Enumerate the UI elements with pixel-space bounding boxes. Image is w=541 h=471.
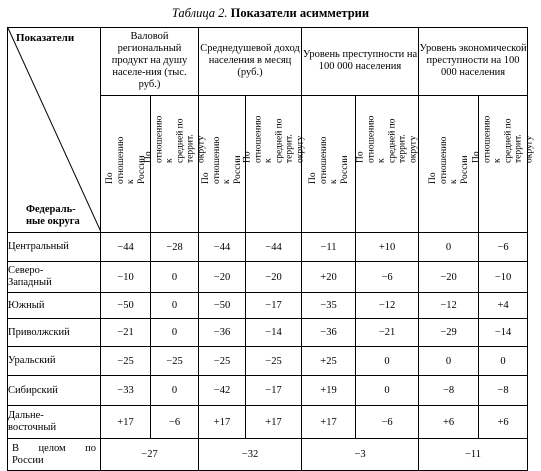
value-cell: +17 xyxy=(302,406,356,439)
value-cell: +20 xyxy=(302,262,356,293)
value-cell: 0 xyxy=(151,262,199,293)
table-caption xyxy=(0,6,541,20)
value-cell: −21 xyxy=(101,319,151,347)
region-cell: Сибирский xyxy=(8,376,101,406)
value-cell: 0 xyxy=(151,319,199,347)
table-row xyxy=(8,262,528,293)
value-cell: −44 xyxy=(246,233,302,262)
value-cell: 0 xyxy=(151,293,199,319)
value-cell: −6 xyxy=(356,262,419,293)
subheader-vs-district-avg: По отношению к средней по террит. округу xyxy=(479,95,528,232)
region-cell: Южный xyxy=(8,293,101,319)
value-cell: +6 xyxy=(419,406,479,439)
value-cell: +19 xyxy=(302,376,356,406)
value-cell: −28 xyxy=(151,233,199,262)
total-value-income: −32 xyxy=(199,439,302,471)
corner-diagonal xyxy=(8,28,101,232)
value-cell: −44 xyxy=(101,233,151,262)
subheader-vs-district-avg: По отношению к средней по террит. округу xyxy=(246,95,302,232)
value-cell: −33 xyxy=(101,376,151,406)
value-cell: 0 xyxy=(356,376,419,406)
value-cell: 0 xyxy=(151,376,199,406)
value-cell: −25 xyxy=(246,347,302,376)
value-cell: −36 xyxy=(302,319,356,347)
value-cell: −6 xyxy=(479,233,528,262)
subheader-vs-district-avg: По отношению к средней по террит. округу xyxy=(356,95,419,232)
value-cell: −25 xyxy=(151,347,199,376)
header-row-groups xyxy=(8,28,528,96)
value-cell: −50 xyxy=(101,293,151,319)
value-cell: −8 xyxy=(419,376,479,406)
value-cell: +10 xyxy=(356,233,419,262)
region-cell: Центральный xyxy=(8,233,101,262)
value-cell: +17 xyxy=(199,406,246,439)
subheader-vs-russia: По отношению к России xyxy=(419,95,479,232)
table-body xyxy=(8,233,528,439)
subheader-vs-district-avg: По отношению к средней по террит. округу xyxy=(151,95,199,232)
value-cell: −10 xyxy=(479,262,528,293)
asymmetry-table xyxy=(7,27,535,471)
subheader-vs-russia: По отношению к России xyxy=(199,95,246,232)
value-cell: −20 xyxy=(246,262,302,293)
value-cell: +17 xyxy=(101,406,151,439)
value-cell: −20 xyxy=(419,262,479,293)
value-cell: −14 xyxy=(479,319,528,347)
value-cell: −12 xyxy=(419,293,479,319)
subheader-vs-russia: По отношению к России xyxy=(302,95,356,232)
value-cell: −42 xyxy=(199,376,246,406)
total-value-grp: −27 xyxy=(101,439,199,471)
corner-indicators-label: Показатели xyxy=(16,32,75,44)
value-cell: −12 xyxy=(356,293,419,319)
value-cell: −6 xyxy=(356,406,419,439)
table-row xyxy=(8,319,528,347)
corner-cell xyxy=(8,28,101,233)
value-cell: −6 xyxy=(151,406,199,439)
group-header-economic-crime: Уровень экономической преступности на 100 000 населения xyxy=(419,28,528,96)
value-cell: −8 xyxy=(479,376,528,406)
table-row xyxy=(8,347,528,376)
region-cell: Дальне- восточный xyxy=(8,406,101,439)
group-header-crime: Уровень преступности на 100 000 населения xyxy=(302,28,419,96)
value-cell: −20 xyxy=(199,262,246,293)
group-header-income: Среднедушевой доход населения в месяц (руб.) xyxy=(199,28,302,96)
corner-districts-label: Федераль- ные округа xyxy=(26,204,80,227)
value-cell: +4 xyxy=(479,293,528,319)
table-row xyxy=(8,376,528,406)
value-cell: 0 xyxy=(419,233,479,262)
value-cell: −35 xyxy=(302,293,356,319)
table-row-total xyxy=(8,439,528,471)
caption-title: Показатели асимметрии xyxy=(230,6,370,20)
table-row xyxy=(8,233,528,262)
table-row xyxy=(8,293,528,319)
value-cell: −25 xyxy=(101,347,151,376)
value-cell: +25 xyxy=(302,347,356,376)
total-value-crime: −3 xyxy=(302,439,419,471)
region-cell: Приволжский xyxy=(8,319,101,347)
value-cell: −44 xyxy=(199,233,246,262)
value-cell: −14 xyxy=(246,319,302,347)
caption-label: Таблица 2. xyxy=(171,6,228,20)
value-cell: −11 xyxy=(302,233,356,262)
value-cell: −10 xyxy=(101,262,151,293)
value-cell: −29 xyxy=(419,319,479,347)
value-cell: 0 xyxy=(419,347,479,376)
region-cell: Уральский xyxy=(8,347,101,376)
total-value-economic-crime: −11 xyxy=(419,439,528,471)
value-cell: 0 xyxy=(479,347,528,376)
subheader-vs-russia: По отношению к России xyxy=(101,95,151,232)
value-cell: −36 xyxy=(199,319,246,347)
value-cell: −21 xyxy=(356,319,419,347)
value-cell: −50 xyxy=(199,293,246,319)
group-header-grp: Валовой региональный продукт на душу населе-ния (тыс. руб.) xyxy=(101,28,199,96)
region-cell: Северо- Западный xyxy=(8,262,101,293)
table-row xyxy=(8,406,528,439)
total-region-cell: В целом по России xyxy=(8,439,101,471)
value-cell: −17 xyxy=(246,293,302,319)
value-cell: −25 xyxy=(199,347,246,376)
table-total xyxy=(8,439,528,471)
value-cell: +6 xyxy=(479,406,528,439)
value-cell: 0 xyxy=(356,347,419,376)
value-cell: +17 xyxy=(246,406,302,439)
value-cell: −17 xyxy=(246,376,302,406)
